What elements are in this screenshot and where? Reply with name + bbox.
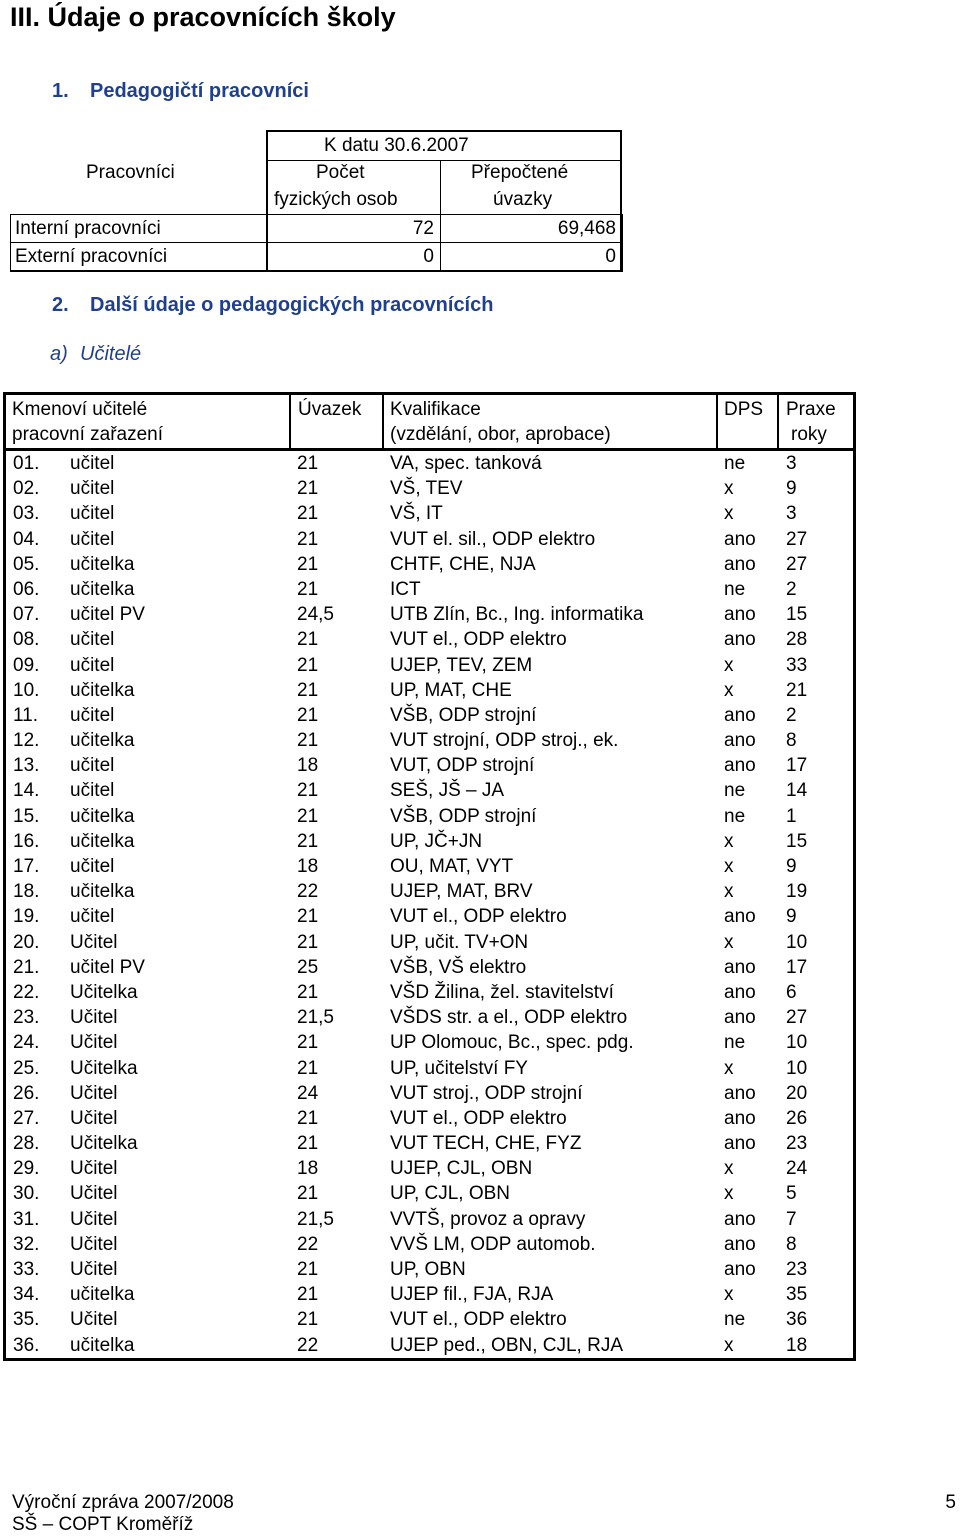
- section-1-label: Pedagogičtí pracovníci: [90, 80, 309, 102]
- table1-row-line-1: [10, 214, 622, 215]
- row-role: učitel: [70, 503, 115, 525]
- row-load: 21: [297, 704, 319, 726]
- row-role: Učitelka: [70, 1133, 138, 1155]
- row-dps: x: [724, 830, 734, 852]
- section-2-title: [52, 294, 493, 317]
- row-praxe: 36: [786, 1309, 808, 1331]
- header-sep-3: [716, 395, 718, 451]
- row-number: 34.: [13, 1284, 40, 1306]
- table-row: [6, 778, 853, 803]
- row-number: 27.: [13, 1107, 40, 1129]
- row-dps: ano: [724, 629, 756, 651]
- row-qualification: VUT el., ODP elektro: [390, 906, 567, 928]
- table1-col-count-2: fyzických osob: [274, 189, 398, 210]
- table-row: [6, 930, 853, 955]
- row-qualification: VŠB, ODP strojní: [390, 704, 537, 726]
- row-dps: ano: [724, 956, 756, 978]
- row-number: 24.: [13, 1032, 40, 1054]
- row-dps: x: [724, 503, 734, 525]
- row-qualification: VŠDS str. a el., ODP elektro: [390, 1007, 628, 1029]
- row-number: 28.: [13, 1133, 40, 1155]
- row-dps: x: [724, 931, 734, 953]
- table1-row-internal-fte: 69,468: [557, 218, 616, 239]
- teachers-table: [3, 392, 856, 1361]
- row-role: Učitel: [70, 1183, 118, 1205]
- row-dps: ne: [724, 1309, 746, 1331]
- table1-col-workers: Pracovníci: [86, 162, 175, 183]
- row-dps: x: [724, 881, 734, 903]
- row-load: 21: [297, 730, 319, 752]
- row-praxe: 9: [786, 856, 797, 877]
- table-row: [6, 879, 853, 904]
- row-role: učitel: [70, 856, 115, 877]
- table1-divider: [266, 160, 622, 161]
- table-row: [6, 527, 853, 552]
- row-qualification: OU, MAT, VYT: [390, 856, 514, 877]
- row-qualification: UJEP, TEV, ZEM: [390, 654, 533, 676]
- table-row: [6, 804, 853, 829]
- row-qualification: UTB Zlín, Bc., Ing. informatika: [390, 604, 644, 626]
- row-number: 23.: [13, 1007, 40, 1029]
- row-role: Učitel: [70, 1259, 118, 1280]
- row-qualification: CHTF, CHE, NJA: [390, 553, 536, 575]
- table-row: [6, 1131, 853, 1156]
- footer-report: Výroční zpráva 2007/2008: [12, 1492, 234, 1513]
- row-praxe: 24: [786, 1158, 808, 1180]
- row-role: Učitel: [70, 1309, 118, 1331]
- row-dps: ano: [724, 1082, 756, 1104]
- table-row: [6, 904, 853, 929]
- row-dps: ano: [724, 528, 756, 550]
- row-role: učitelka: [70, 1334, 135, 1356]
- row-load: 21: [297, 578, 319, 600]
- row-load: 21: [297, 553, 319, 575]
- row-praxe: 27: [786, 553, 808, 575]
- row-role: učitelka: [70, 578, 135, 600]
- row-load: 21: [297, 679, 319, 701]
- row-load: 21,5: [297, 1208, 334, 1230]
- row-dps: ne: [724, 805, 746, 827]
- row-praxe: 18: [786, 1334, 808, 1356]
- row-number: 17.: [13, 856, 40, 877]
- row-number: 31.: [13, 1208, 40, 1230]
- row-load: 21: [297, 1107, 319, 1129]
- table-row: [6, 678, 853, 703]
- table1-row-external-fte: 0: [605, 246, 616, 267]
- row-dps: x: [724, 1158, 734, 1180]
- row-praxe: 15: [786, 604, 808, 626]
- row-praxe: 10: [786, 931, 808, 953]
- table-row: [6, 1257, 853, 1282]
- row-load: 21: [297, 1183, 319, 1205]
- row-role: učitelka: [70, 1284, 135, 1306]
- row-number: 33.: [13, 1259, 40, 1280]
- row-number: 06.: [13, 578, 40, 600]
- row-role: Učitel: [70, 1082, 118, 1104]
- row-praxe: 8: [786, 730, 797, 752]
- row-role: Učitelka: [70, 981, 138, 1003]
- row-role: učitel: [70, 780, 115, 802]
- row-number: 30.: [13, 1183, 40, 1205]
- header-role-1: Kmenoví učitelé: [12, 399, 148, 420]
- table-row: [6, 577, 853, 602]
- row-number: 03.: [13, 503, 40, 525]
- table-row: [6, 1081, 853, 1106]
- row-number: 08.: [13, 629, 40, 651]
- header-praxe-1: Praxe: [786, 399, 836, 420]
- table-row: [6, 955, 853, 980]
- row-praxe: 10: [786, 1032, 808, 1054]
- row-load: 18: [297, 755, 319, 777]
- section-1-number: 1.: [52, 80, 69, 102]
- row-load: 21: [297, 503, 319, 525]
- row-load: 24: [297, 1082, 319, 1104]
- row-number: 09.: [13, 654, 40, 676]
- row-dps: x: [724, 856, 734, 877]
- row-qualification: VUT el., ODP elektro: [390, 1309, 567, 1331]
- row-role: učitelka: [70, 805, 135, 827]
- row-role: učitel: [70, 478, 115, 500]
- header-role-2: pracovní zařazení: [12, 424, 164, 445]
- row-dps: ne: [724, 780, 746, 802]
- row-qualification: UP, MAT, CHE: [390, 679, 512, 701]
- table-row: [6, 753, 853, 778]
- row-number: 32.: [13, 1233, 40, 1255]
- table1-row-external-label: Externí pracovníci: [15, 246, 168, 267]
- row-dps: x: [724, 1284, 734, 1306]
- table-row: [6, 1333, 853, 1358]
- row-load: 21: [297, 1057, 319, 1079]
- table-row: [6, 1307, 853, 1332]
- row-role: Učitelka: [70, 1057, 138, 1079]
- table1-left-line: [10, 214, 11, 272]
- row-load: 21: [297, 1309, 319, 1331]
- row-dps: ano: [724, 704, 756, 726]
- row-load: 21: [297, 931, 319, 953]
- row-qualification: UP, CJL, OBN: [390, 1183, 511, 1205]
- row-role: Učitel: [70, 1208, 118, 1230]
- table-row: [6, 980, 853, 1005]
- row-qualification: ICT: [390, 578, 421, 600]
- table1-row-external-count: 0: [423, 246, 434, 267]
- row-praxe: 7: [786, 1208, 797, 1230]
- row-role: učitel PV: [70, 956, 145, 978]
- row-number: 22.: [13, 981, 40, 1003]
- row-dps: ne: [724, 453, 746, 474]
- row-number: 13.: [13, 755, 40, 777]
- row-qualification: VUT stroj., ODP strojní: [390, 1082, 583, 1104]
- row-load: 22: [297, 1334, 319, 1356]
- row-role: Učitel: [70, 1233, 118, 1255]
- row-praxe: 2: [786, 704, 797, 726]
- header-sep-1: [289, 395, 291, 451]
- row-load: 21: [297, 478, 319, 500]
- section-2-number: 2.: [52, 294, 69, 316]
- table1-col-fte-2: úvazky: [493, 189, 553, 210]
- row-number: 20.: [13, 931, 40, 953]
- header-load: Úvazek: [298, 399, 362, 420]
- row-dps: ne: [724, 578, 746, 600]
- row-number: 29.: [13, 1158, 40, 1180]
- row-praxe: 26: [786, 1107, 808, 1129]
- row-dps: ano: [724, 730, 756, 752]
- row-praxe: 33: [786, 654, 808, 676]
- row-dps: ano: [724, 1133, 756, 1155]
- page-heading: III. Údaje o pracovnících školy: [10, 2, 396, 32]
- row-praxe: 28: [786, 629, 808, 651]
- row-dps: ano: [724, 1233, 756, 1255]
- table1-col-count-1: Počet: [316, 162, 365, 183]
- table-row: [6, 552, 853, 577]
- row-qualification: VŠB, VŠ elektro: [390, 956, 527, 978]
- row-dps: x: [724, 1334, 734, 1356]
- row-praxe: 17: [786, 956, 808, 978]
- row-qualification: UP, učitelství FY: [390, 1057, 528, 1079]
- row-qualification: VŠB, ODP strojní: [390, 805, 537, 827]
- table-row: [6, 451, 853, 476]
- row-qualification: VVTŠ, provoz a opravy: [390, 1208, 586, 1230]
- row-qualification: VUT strojní, ODP stroj., ek.: [390, 730, 619, 752]
- row-load: 18: [297, 1158, 319, 1180]
- row-qualification: UJEP ped., OBN, CJL, RJA: [390, 1334, 624, 1356]
- row-praxe: 5: [786, 1183, 797, 1205]
- table-row: [6, 602, 853, 627]
- table-row: [6, 1232, 853, 1257]
- row-load: 21: [297, 1284, 319, 1306]
- row-praxe: 1: [786, 805, 797, 827]
- table-row: [6, 1106, 853, 1131]
- table-row: [6, 1282, 853, 1307]
- row-praxe: 14: [786, 780, 808, 802]
- row-load: 21: [297, 830, 319, 852]
- row-number: 25.: [13, 1057, 40, 1079]
- row-dps: ano: [724, 553, 756, 575]
- row-number: 11.: [13, 704, 39, 726]
- row-dps: x: [724, 478, 734, 500]
- page-number: 5: [945, 1492, 956, 1513]
- header-sep-4: [777, 395, 779, 451]
- row-qualification: UP, učit. TV+ON: [390, 931, 529, 953]
- row-number: 01.: [13, 453, 40, 474]
- row-number: 18.: [13, 881, 40, 903]
- table-row: [6, 1030, 853, 1055]
- row-role: učitel: [70, 453, 115, 474]
- row-role: učitel: [70, 704, 115, 726]
- table1-row-line-2: [10, 242, 622, 243]
- table-row: [6, 1056, 853, 1081]
- table-row: [6, 728, 853, 753]
- row-dps: x: [724, 1057, 734, 1079]
- row-number: 14.: [13, 780, 40, 802]
- subsection-a-title: [50, 343, 141, 366]
- row-qualification: VUT el., ODP elektro: [390, 1107, 567, 1129]
- header-qual-1: Kvalifikace: [390, 399, 481, 420]
- row-number: 07.: [13, 604, 40, 626]
- row-qualification: VUT TECH, CHE, FYZ: [390, 1133, 582, 1155]
- row-praxe: 27: [786, 1007, 808, 1029]
- row-role: učitelka: [70, 881, 135, 903]
- row-praxe: 15: [786, 830, 808, 852]
- row-number: 04.: [13, 528, 40, 550]
- row-role: učitelka: [70, 730, 135, 752]
- row-dps: x: [724, 654, 734, 676]
- row-praxe: 19: [786, 881, 808, 903]
- row-qualification: SEŠ, JŠ – JA: [390, 780, 505, 802]
- row-role: Učitel: [70, 1032, 118, 1054]
- row-dps: ano: [724, 1259, 756, 1280]
- row-praxe: 20: [786, 1082, 808, 1104]
- row-dps: ano: [724, 981, 756, 1003]
- row-number: 02.: [13, 478, 40, 500]
- table-row: [6, 501, 853, 526]
- row-number: 36.: [13, 1334, 40, 1356]
- table-row: [6, 854, 853, 879]
- row-role: Učitel: [70, 1107, 118, 1129]
- row-praxe: 21: [786, 679, 808, 701]
- row-praxe: 17: [786, 755, 808, 777]
- row-praxe: 3: [786, 453, 797, 474]
- row-load: 22: [297, 881, 319, 903]
- table-row: [6, 476, 853, 501]
- row-load: 21,5: [297, 1007, 334, 1029]
- row-number: 10.: [13, 679, 40, 701]
- table-row: [6, 1207, 853, 1232]
- table1-col-fte-1: Přepočtené: [471, 162, 569, 183]
- table1-row-internal-label: Interní pracovníci: [15, 218, 161, 239]
- row-dps: ano: [724, 906, 756, 928]
- row-dps: ano: [724, 1007, 756, 1029]
- row-praxe: 9: [786, 478, 797, 500]
- row-qualification: VŠ, IT: [390, 503, 443, 525]
- row-qualification: VVŠ LM, ODP automob.: [390, 1233, 596, 1255]
- row-dps: x: [724, 1183, 734, 1205]
- row-number: 15.: [13, 805, 40, 827]
- row-load: 24,5: [297, 604, 334, 626]
- row-role: učitel PV: [70, 604, 145, 626]
- row-load: 21: [297, 1032, 319, 1054]
- row-praxe: 8: [786, 1233, 797, 1255]
- row-number: 35.: [13, 1309, 40, 1331]
- row-load: 21: [297, 629, 319, 651]
- row-praxe: 27: [786, 528, 808, 550]
- row-dps: ano: [724, 604, 756, 626]
- row-load: 25: [297, 956, 319, 978]
- row-qualification: UJEP, CJL, OBN: [390, 1158, 533, 1180]
- row-role: učitelka: [70, 830, 135, 852]
- table-row: [6, 703, 853, 728]
- row-dps: ano: [724, 755, 756, 777]
- row-dps: x: [724, 679, 734, 701]
- row-number: 05.: [13, 553, 40, 575]
- row-dps: ano: [724, 1107, 756, 1129]
- header-praxe-2: roky: [791, 424, 827, 445]
- subsection-a-label: Učitelé: [80, 343, 142, 365]
- row-qualification: VUT, ODP strojní: [390, 755, 535, 777]
- teachers-rows: [6, 451, 853, 1358]
- row-number: 19.: [13, 906, 40, 928]
- row-praxe: 2: [786, 578, 797, 600]
- row-qualification: UP, OBN: [390, 1259, 466, 1280]
- row-qualification: VUT el., ODP elektro: [390, 629, 567, 651]
- row-role: Učitel: [70, 931, 118, 953]
- row-role: učitel: [70, 528, 115, 550]
- table-row: [6, 653, 853, 678]
- section-2-label: Další údaje o pedagogických pracovnících: [90, 294, 494, 316]
- row-qualification: UJEP, MAT, BRV: [390, 881, 533, 903]
- row-role: učitelka: [70, 553, 135, 575]
- row-load: 21: [297, 805, 319, 827]
- subsection-a-number: a): [50, 343, 68, 365]
- row-role: učitelka: [70, 679, 135, 701]
- row-praxe: 9: [786, 906, 797, 928]
- row-qualification: VŠ, TEV: [390, 478, 463, 500]
- row-praxe: 23: [786, 1259, 808, 1280]
- header-qual-2: (vzdělání, obor, aprobace): [390, 424, 611, 445]
- row-qualification: VUT el. sil., ODP elektro: [390, 528, 596, 550]
- table1-right-line: [621, 214, 623, 272]
- header-dps: DPS: [724, 399, 764, 420]
- row-number: 12.: [13, 730, 40, 752]
- row-qualification: VŠD Žilina, žel. stavitelství: [390, 981, 614, 1003]
- row-number: 26.: [13, 1082, 40, 1104]
- row-praxe: 3: [786, 503, 797, 525]
- row-dps: ne: [724, 1032, 746, 1054]
- row-load: 21: [297, 453, 319, 474]
- table-row: [6, 829, 853, 854]
- table-row: [6, 1156, 853, 1181]
- row-load: 21: [297, 1133, 319, 1155]
- row-qualification: UJEP fil., FJA, RJA: [390, 1284, 554, 1306]
- row-qualification: UP Olomouc, Bc., spec. pdg.: [390, 1032, 634, 1054]
- row-number: 16.: [13, 830, 40, 852]
- table-row: [6, 1005, 853, 1030]
- row-dps: ano: [724, 1208, 756, 1230]
- row-load: 21: [297, 906, 319, 928]
- header-sep-2: [382, 395, 384, 451]
- row-praxe: 10: [786, 1057, 808, 1079]
- staff-summary-table: [10, 130, 616, 272]
- row-praxe: 6: [786, 981, 797, 1003]
- row-role: učitel: [70, 755, 115, 777]
- table-row: [6, 627, 853, 652]
- row-qualification: UP, JČ+JN: [390, 830, 483, 852]
- table-row: [6, 1181, 853, 1206]
- row-load: 21: [297, 1259, 319, 1280]
- row-number: 21.: [13, 956, 40, 978]
- row-praxe: 23: [786, 1133, 808, 1155]
- row-load: 21: [297, 780, 319, 802]
- row-load: 21: [297, 981, 319, 1003]
- row-praxe: 35: [786, 1284, 808, 1306]
- row-role: učitel: [70, 654, 115, 676]
- row-role: Učitel: [70, 1007, 118, 1029]
- table1-bottom-line: [10, 270, 622, 272]
- row-role: Učitel: [70, 1158, 118, 1180]
- footer-school: SŠ – COPT Kroměříž: [12, 1514, 194, 1535]
- row-load: 22: [297, 1233, 319, 1255]
- row-load: 21: [297, 528, 319, 550]
- row-load: 18: [297, 856, 319, 877]
- row-qualification: VA, spec. tanková: [390, 453, 542, 474]
- row-load: 21: [297, 654, 319, 676]
- section-1-title: [52, 80, 309, 103]
- row-role: učitel: [70, 906, 115, 928]
- table1-date-label: K datu 30.6.2007: [324, 135, 469, 156]
- table1-row-internal-count: 72: [412, 218, 434, 239]
- row-role: učitel: [70, 629, 115, 651]
